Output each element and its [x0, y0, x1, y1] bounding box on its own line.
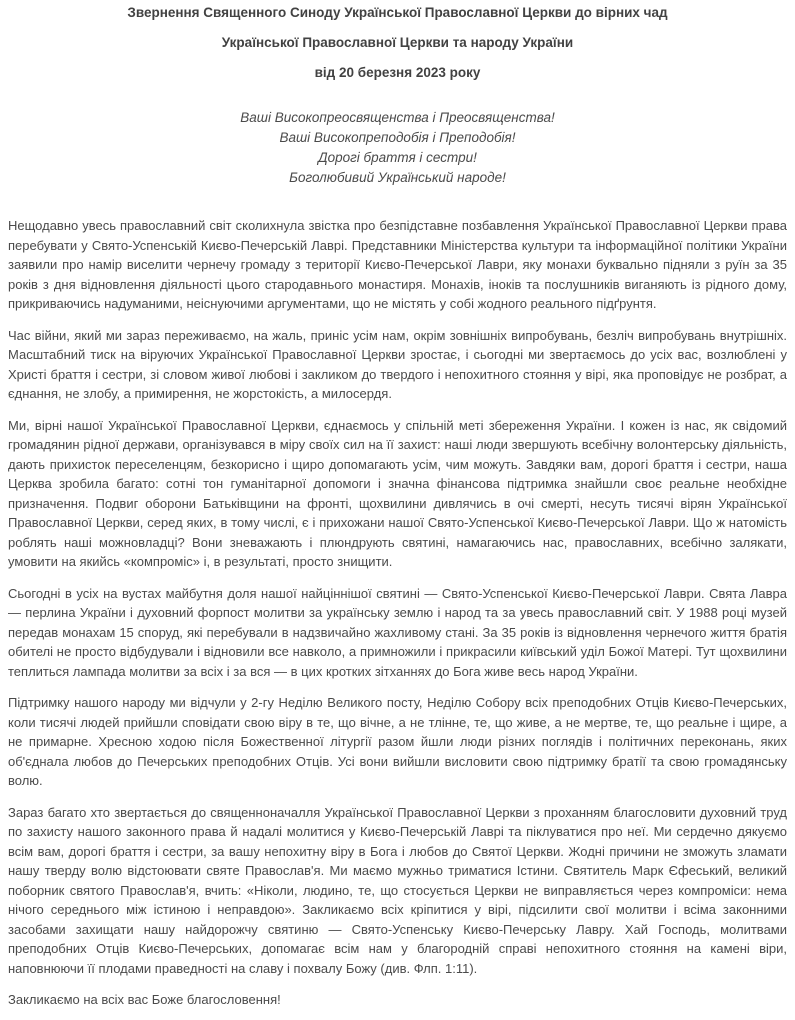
closing-line: Закликаємо на всіх вас Боже благословення!: [8, 992, 281, 1007]
salutation-line-1: Ваші Високопреосвященства і Преосвященства!: [240, 110, 555, 125]
salutation-line-3: Дорогі браття і сестри!: [318, 150, 477, 165]
salutation-line-4: Боголюбивий Український народе!: [289, 170, 506, 185]
document-title-line-2: Української Православної Церкви та народу України: [221, 35, 574, 50]
salutation-line-2: Ваші Високопреподобія і Преподобія!: [279, 130, 516, 145]
document-body: [8, 216, 787, 1010]
paragraph-1: Нещодавно увесь православний світ сколихнула звістка про безпідставне позбавлення Української Православної Церкви права перебувати у Свято-Успенській Києво-Печерській Лаврі. Представники Міністерства культури та інформаційної політики України заявили про намір виселити чернечу громаду з території Києво-Печерської Лаври, яку монахи буквально підняли з руїн за 35 років з дня відновлення діяльності цього стародавнього монастиря. Монахів, іноків та послушників виганяють із рідного дому, прикриваючись надуманими, неіснуючими аргументами, що не містять у собі жодного реального підґрунтя.: [8, 218, 787, 311]
document-header: [8, 5, 787, 80]
paragraph-6: Зараз багато хто звертається до священноначалля Української Православної Церкви з проханням благословити духовний труд по захисту нашого законного права й надалі молитися у Києво-Печерській Лаврі та піклуватися про неї. Ми сердечно дякуємо всім вам, дорогі браття і сестри, за вашу непохитну віру в Бога і любов до Святої Церкви. Жодні причини не зможуть зламати нашу тверду волю відстоювати святе Православ'я. Ми маємо мужньо триматися Істини. Святитель Марк Єфеський, великий поборник святого Православ'я, вчить: «Ніколи, людино, те, що стосується Церкви не виправляється через компроміси: нема нічого середнього між істиною і неправдою». Закликаємо всіх кріпитися у вірі, підсилити свої молитви і всіма законними засобами захищати нашу найдорожчу святиню — Свято-Успенську Києво-Печерську Лавру. Хай Господь, молитвами преподобних Отців Києво-Печерських, допомагає всім нам у благородній справі непохитного стояння на камені віри, наповнюючи її плодами праведності на славу і похвалу Божу (див. Флп. 1:11).: [8, 804, 787, 976]
paragraph-4: Сьогодні в усіх на вустах майбутня доля нашої найціннішої святині — Свято-Успенської Києво-Печерської Лаври. Свята Лавра — перлина України і духовний форпост молитви за українську землю і народ та за увесь православний світ. У 1988 році музей передав монахам 15 споруд, які перебували в надзвичайно жахливому стані. За 35 років із відновлення чернечого життя братія обителі не просто відбудували і відновили все навколо, а примножили і прикрасили київський уділ Божої Матері. Тут щохвилини теплиться лампада молитви за всіх і за вся — в цих кротких зітханнях до Бога живе весь народ України.: [8, 585, 787, 679]
paragraph-2: Час війни, який ми зараз переживаємо, на жаль, приніс усім нам, окрім зовнішніх випробувань, безліч випробувань внутрішніх. Масштабний тиск на віруючих Української Православної Церкви зростає, і сьогодні ми звертаємось до усіх вас, возлюблені у Христі браття і сестри, зі словом живої любові і закликом до твердого і непохитного стояння у вірі, яка проповідує не розбрат, а єднання, не злобу, а примирення, не жорстокість, а милосердя.: [8, 327, 787, 401]
paragraph-3: Ми, вірні нашої Української Православної Церкви, єднаємось у спільній меті збереження України. І кожен із нас, як свідомий громадянин рідної держави, організувався в міру своїх сил на її захист: наші люди звершують всебічну волонтерську діяльність, дають прихисток переселенцям, безкорисно і щиро допомагають усім, чим можуть. Завдяки вам, дорогі браття і сестри, наша Церква зробила багато: сотні тон гуманітарної допомоги і значна фінансова підтримка знайшли своє реальне необхідне призначення. Подвиг оборони Батьківщини на фронті, щохвилини дивлячись в очі смерті, несуть тисячі вірян Української Православної Церкви, серед яких, в тому числі, є і прихожани нашої Свято-Успенської Києво-Печерської Лаври. Що ж натомість роблять наші можновладці? Вони зневажають і плюндрують святині, намагаючись нас, православних, всебічно залякати, умовити на якийсь «компроміс» і, в результаті, просто знищити.: [8, 417, 787, 569]
document-date-line: від 20 березня 2023 року: [314, 65, 481, 80]
paragraph-5: Підтримку нашого народу ми відчули у 2-гу Неділю Великого посту, Неділю Собору всіх преподобних Отців Києво-Печерських, коли тисячі людей прийшли сповідати свою віру в те, що вічне, а не тлінне, те, що живе, а не мертве, те, що реальне і щире, а не примарне. Хресною ходою після Божественної літургії разом йшли люди різних поглядів і політичних переконань, яких об'єднала любов до Печерських преподобних Отців. Усі вони вийшли висловити свою підтримку братії та свою громадянську волю.: [8, 695, 787, 788]
salutations-block: [8, 108, 787, 188]
document-title-line-1: Звернення Священного Синоду Української Православної Церкви до вірних чад: [127, 5, 668, 20]
